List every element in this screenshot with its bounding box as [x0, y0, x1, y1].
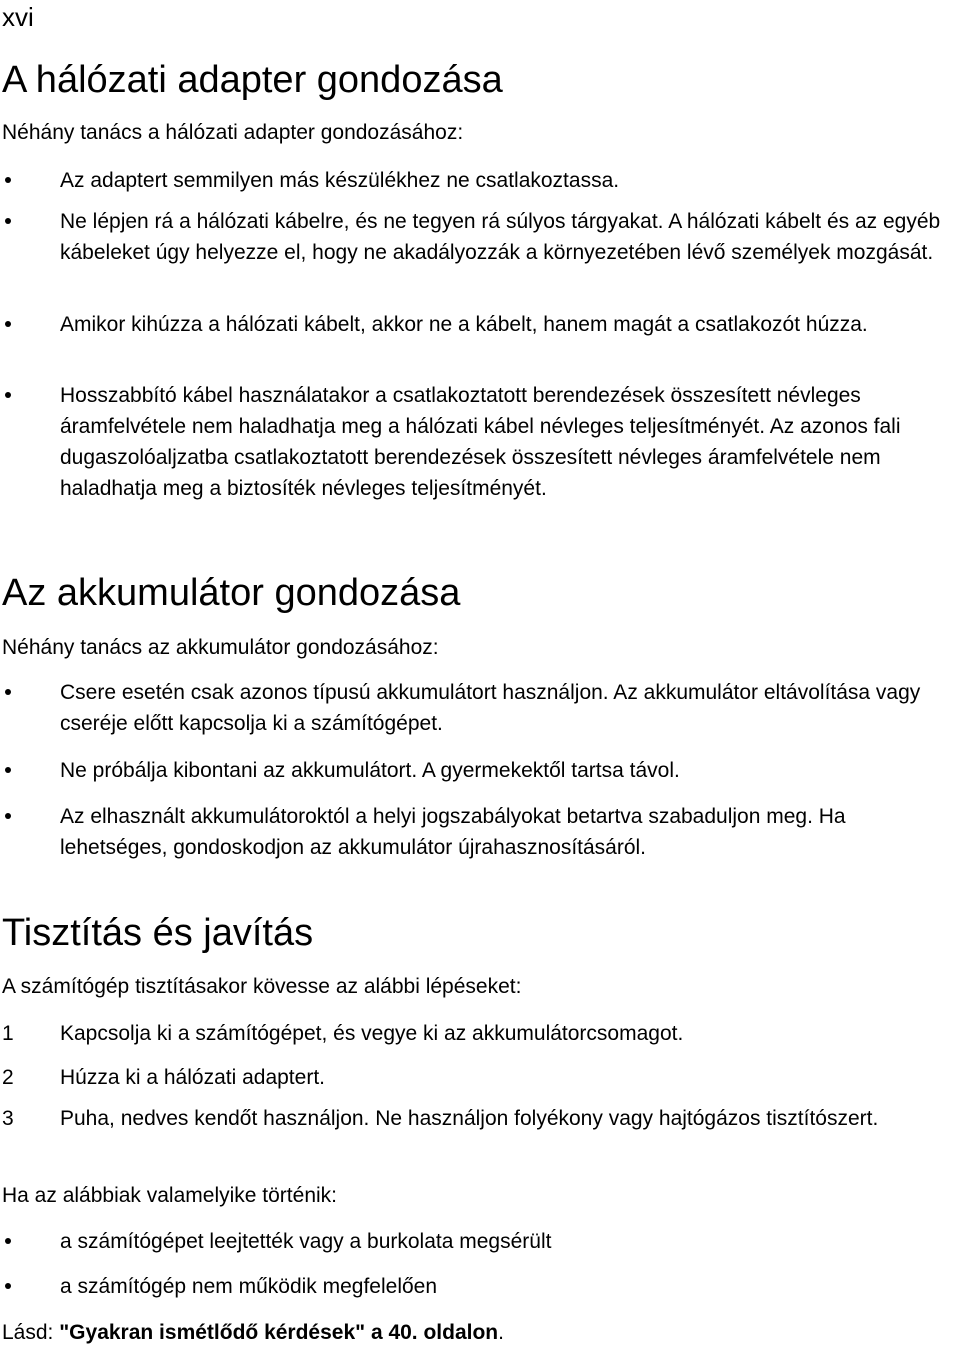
reference-prefix: Lásd:: [2, 1321, 60, 1344]
page-number: xvi: [2, 2, 34, 32]
step-number: 2: [2, 1066, 14, 1089]
section-title-cleaning: Tisztítás és javítás: [2, 912, 314, 954]
section-intro-adapter: Néhány tanács a hálózati adapter gondozásához:: [2, 121, 464, 144]
section-title-battery: Az akkumulátor gondozása: [2, 572, 461, 614]
reference-suffix: .: [498, 1321, 504, 1344]
condition-intro: Ha az alábbiak valamelyike történik:: [2, 1184, 337, 1207]
reference-line: [2, 1318, 504, 1348]
section-intro-battery: Néhány tanács az akkumulátor gondozásához:: [2, 636, 439, 659]
section-title-adapter: A hálózati adapter gondozása: [2, 59, 503, 101]
step-number: 1: [2, 1022, 14, 1045]
document-page: xvi A hálózati adapter gondozása Néhány tanács a hálózati adapter gondozásához: Az adaptert semmilyen más készülékhez ne csatlakoztassa. Ne lépjen rá a hálózati kábelre, és ne tegyen rá súlyos tárgyakat. A hálózati kábelt és az egyéb kábeleket úgy helyezze el, hogy ne akadályozzák a környezetében lévő személyek mozgását. Amikor kihúzza a hálózati kábelt, akkor ne a kábelt, hanem magát a csatlakozót húzza. Hosszabbító kábel használatakor a csatlakoztatott berendezések összesített névleges áramfelvétele nem haladhatja meg a hálózati kábel névleges teljesítményét. Az azonos fali dugaszolóaljzatba csatlakoztatott berendezések összesített névleges áramfelvétele nem haladhatja meg a biztosíték névleges teljesítményét. Az akkumulátor gondozása Néhány tanács az akkumulátor gondozásához: Csere esetén csak azonos típusú akkumulátort használjon. Az akkumulátor eltávolítása vagy cseréje előtt kapcsolja ki a számítógépet. Ne próbálja kibontani az akkumulátort. A gyermekektől tartsa távol. Az elhasznált akkumulátoroktól a helyi jogszabályokat betartva szabaduljon meg. Ha lehetséges, gondoskodjon az akkumulátor újrahasznosításáról. Tisztítás és javítás A számítógép tisztításakor kövesse az alábbi lépéseket: 1 Kapcsolja ki a számítógépet, és vegye ki az akkumulátorcsomagot. 2 Húzza ki a hálózati adaptert. 3 Puha, nedves kendőt használjon. Ne használjon folyékony vagy hajtógázos tisztítószert. Ha az alábbiak valamelyike történik: a számítógépet leejtették vagy a burkolata megsérült a számítógép nem működik megfelelően Lásd: "Gyakran ismétlődő kérdések" a 40. oldalon.: [0, 0, 960, 1349]
step-number: 3: [2, 1107, 14, 1130]
section-intro-cleaning: A számítógép tisztításakor kövesse az alábbi lépéseket:: [2, 975, 522, 998]
reference-link[interactable]: "Gyakran ismétlődő kérdések" a 40. oldalon: [59, 1321, 499, 1344]
